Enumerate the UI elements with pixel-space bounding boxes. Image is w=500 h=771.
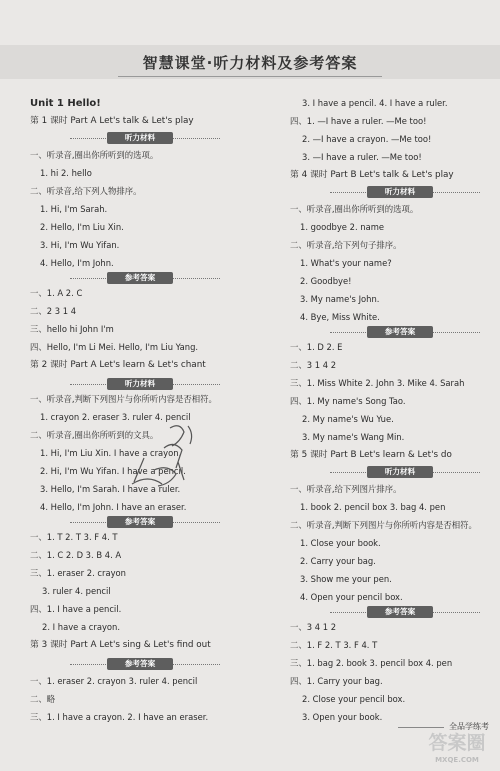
text-line: 二、听录音,给下列句子排序。 (290, 240, 402, 250)
title-underline (118, 76, 382, 77)
text-line: 1. crayon 2. eraser 3. ruler 4. pencil (40, 412, 191, 422)
title-band (0, 45, 500, 79)
handwriting-scribble (92, 418, 222, 508)
section-label: 参考答案 (107, 516, 173, 528)
text-line: 1. Hi, I'm Liu Xin. I have a crayon. (40, 448, 182, 458)
text-line: 一、1. T 2. T 3. F 4. T (30, 532, 118, 542)
text-line: 一、听录音,给下列图片排序。 (290, 484, 402, 494)
footer-brand: 全品学练考 (449, 722, 489, 731)
text-line: 3. My name's Wang Min. (302, 432, 405, 442)
text-line: 一、听录音,判断下列图片与你所听内容是否相符。 (30, 394, 217, 404)
text-line: 3. ruler 4. pencil (42, 586, 111, 596)
text-line: 一、听录音,圈出你所听到的选项。 (30, 150, 159, 160)
text-line: 二、听录音,圈出你所听到的文具。 (30, 430, 159, 440)
text-line: 2. Hi, I'm Wu Yifan. I have a pencil. (40, 466, 186, 476)
section-header (70, 132, 220, 144)
text-line: 四、1. Carry your bag. (290, 676, 383, 686)
text-line: 二、1. F 2. T 3. F 4. T (290, 640, 378, 650)
text-line: 3. I have a pencil. 4. I have a ruler. (302, 98, 448, 108)
text-line: 第 2 课时 Part A Let's learn & Let's chant (30, 360, 206, 370)
text-line: 1. Hi, I'm Sarah. (40, 204, 108, 214)
text-line: 二、略 (30, 694, 56, 704)
text-line: 2. My name's Wu Yue. (302, 414, 394, 424)
section-header (70, 378, 220, 390)
text-line: 二、听录音,判断下列图片与你所听内容是否相符。 (290, 520, 477, 530)
text-line: 二、2 3 1 4 (30, 306, 77, 316)
text-line: 2. I have a crayon. (42, 622, 121, 632)
text-line: 第 5 课时 Part B Let's learn & Let's do (290, 450, 452, 460)
section-label: 参考答案 (367, 606, 433, 618)
text-line: 四、1. I have a pencil. (30, 604, 122, 614)
text-line: 1. book 2. pencil box 3. bag 4. pen (300, 502, 446, 512)
section-header (70, 272, 220, 284)
section-header (330, 186, 480, 198)
text-line: 1. What's your name? (300, 258, 392, 268)
text-line: 第 4 课时 Part B Let's talk & Let's play (290, 170, 454, 180)
text-line: 1. goodbye 2. name (300, 222, 385, 232)
section-header (70, 658, 220, 670)
section-label: 听力材料 (367, 186, 433, 198)
text-line: 三、1. bag 2. book 3. pencil box 4. pen (290, 658, 453, 668)
text-line: 2. Close your pencil box. (302, 694, 406, 704)
text-line: 3. Hi, I'm Wu Yifan. (40, 240, 120, 250)
text-line: 4. Open your pencil box. (300, 592, 403, 602)
text-line: 4. Hello, I'm John. (40, 258, 114, 268)
text-line: 二、3 1 4 2 (290, 360, 337, 370)
text-line: 一、听录音,圈出你所听到的选项。 (290, 204, 419, 214)
text-line: 第 1 课时 Part A Let's talk & Let's play (30, 116, 194, 126)
text-line: 3. Hello, I'm Sarah. I have a ruler. (40, 484, 181, 494)
text-line: 2. Goodbye! (300, 276, 352, 286)
text-line: 三、1. I have a crayon. 2. I have an eraser. (30, 712, 209, 722)
footer-rule (398, 727, 444, 728)
text-line: 3. Open your book. (302, 712, 383, 722)
text-line: 三、1. Miss White 2. John 3. Mike 4. Sarah (290, 378, 465, 388)
section-header (70, 516, 220, 528)
text-line: Unit 1 Hello! (30, 98, 101, 109)
text-line: 3. My name's John. (300, 294, 380, 304)
section-label: 参考答案 (107, 272, 173, 284)
text-line: 2. Carry your bag. (300, 556, 376, 566)
text-line: 3. —I have a ruler. —Me too! (302, 152, 422, 162)
section-label: 参考答案 (367, 326, 433, 338)
text-line: 3. Show me your pen. (300, 574, 392, 584)
text-line: 二、听录音,给下列人物排序。 (30, 186, 142, 196)
page-title: 智慧课堂·听力材料及参考答案 (142, 54, 358, 72)
section-label: 听力材料 (107, 378, 173, 390)
text-line: 四、Hello, I'm Li Mei. Hello, I'm Liu Yang. (30, 342, 199, 352)
text-line: 三、hello hi John I'm (30, 324, 114, 334)
text-line: 四、1. My name's Song Tao. (290, 396, 406, 406)
text-line: 一、1. A 2. C (30, 288, 83, 298)
section-header (330, 606, 480, 618)
section-header (330, 326, 480, 338)
text-line: 2. Hello, I'm Liu Xin. (40, 222, 124, 232)
text-line: 1. Close your book. (300, 538, 381, 548)
text-line: 1. hi 2. hello (40, 168, 92, 178)
section-label: 听力材料 (367, 466, 433, 478)
section-label: 听力材料 (107, 132, 173, 144)
section-label: 参考答案 (107, 658, 173, 670)
text-line: 三、1. eraser 2. crayon (30, 568, 126, 578)
text-line: 一、1. eraser 2. crayon 3. ruler 4. pencil (30, 676, 198, 686)
text-line: 第 3 课时 Part A Let's sing & Let's find out (30, 640, 211, 650)
text-line: 一、3 4 1 2 (290, 622, 337, 632)
text-line: 二、1. C 2. D 3. B 4. A (30, 550, 122, 560)
text-line: 四、1. —I have a ruler. —Me too! (290, 116, 427, 126)
text-line: 2. —I have a crayon. —Me too! (302, 134, 432, 144)
watermark-logo: 答案圈 MXQE.COM (428, 732, 486, 764)
text-line: 4. Hello, I'm John. I have an eraser. (40, 502, 187, 512)
section-header (330, 466, 480, 478)
text-line: 一、1. D 2. E (290, 342, 343, 352)
text-line: 4. Bye, Miss White. (300, 312, 380, 322)
